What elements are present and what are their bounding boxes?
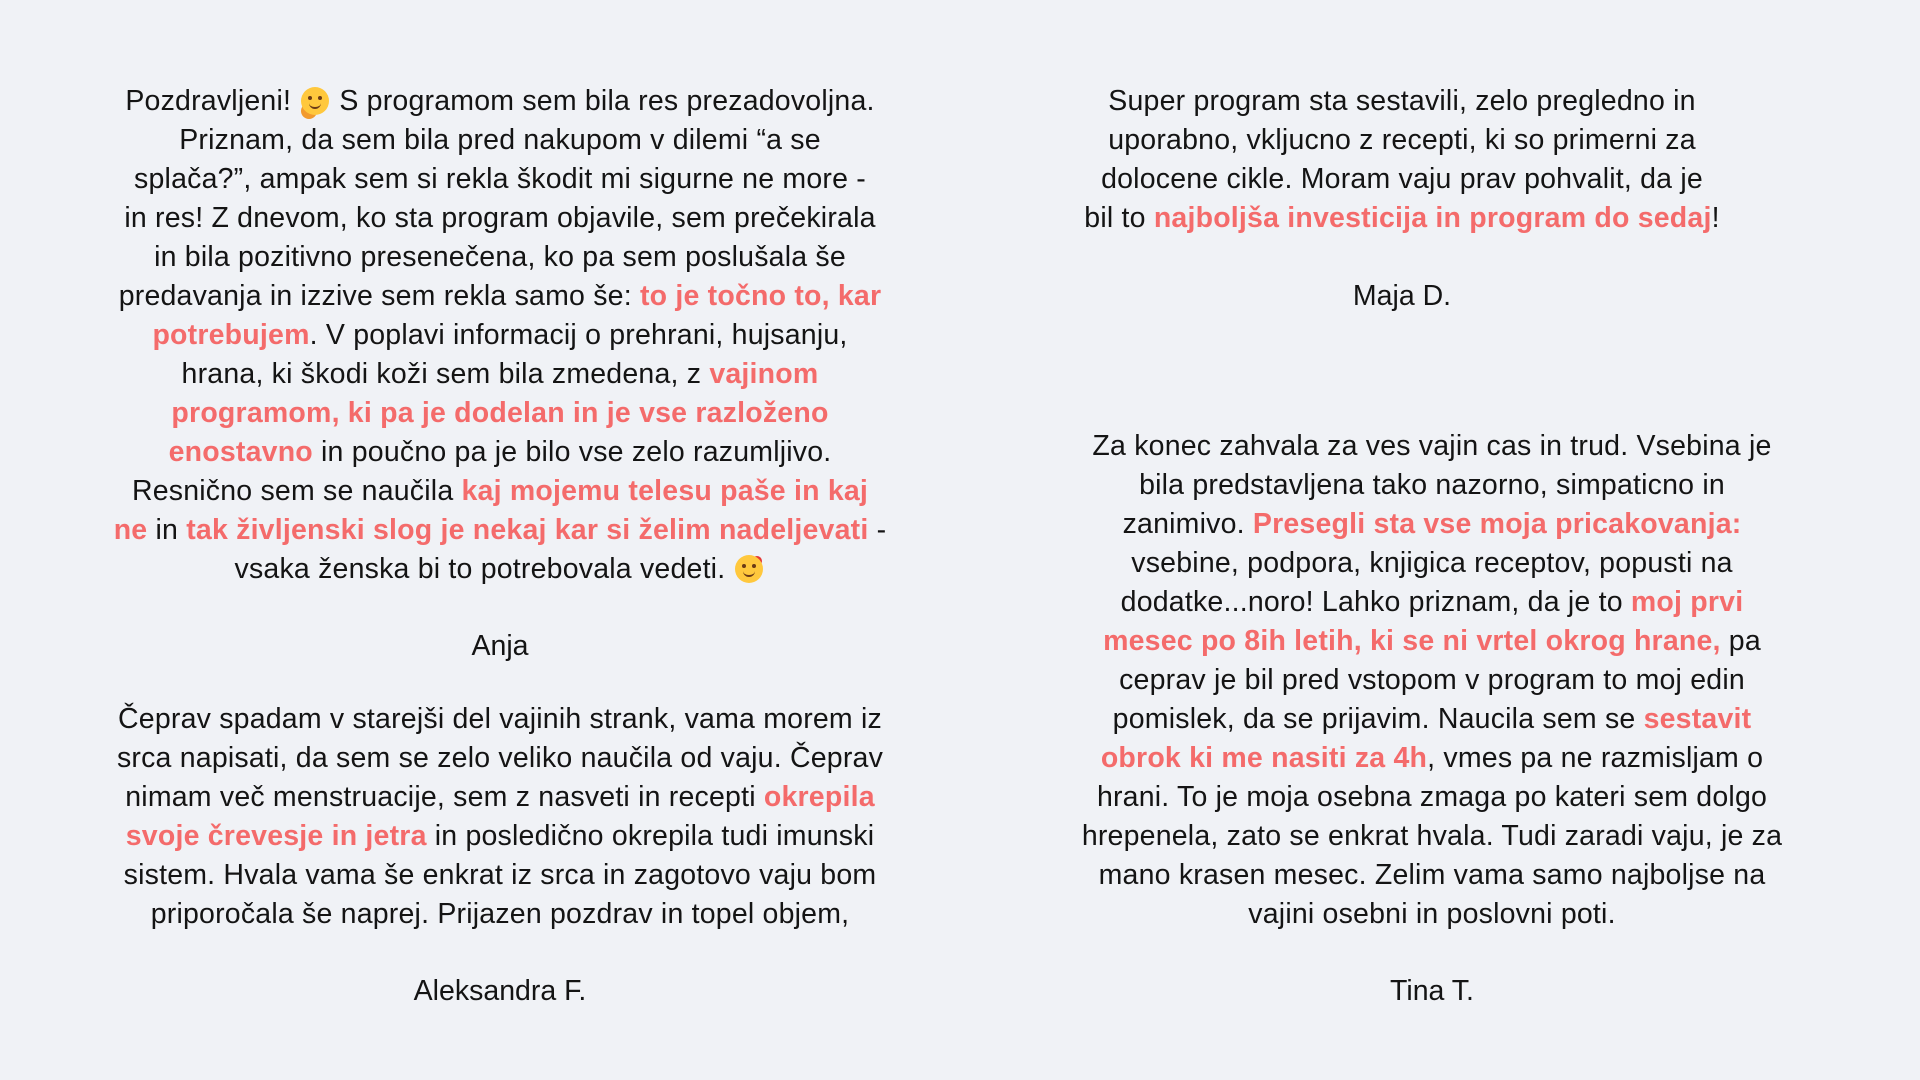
text-segment: in <box>147 514 187 546</box>
text-line <box>50 856 950 895</box>
text-line <box>982 817 1882 856</box>
text-segment: srca napisati, da sem se zelo veliko naučila od vaju. Čeprav <box>116 742 884 774</box>
text-segment: hrana, ki škodi koži sem bila zmedena, z <box>181 358 710 390</box>
testimonial-author-aleksandra: Aleksandra F. <box>413 975 587 1007</box>
text-line <box>982 739 1882 778</box>
text-line <box>952 160 1852 199</box>
text-line <box>50 778 950 817</box>
text-segment: uporabno, vkljucno z recepti, ki so primerni za <box>1108 124 1696 156</box>
highlighted-text: najboljša investicija in program do sedaj <box>1153 202 1712 234</box>
text-line <box>982 544 1882 583</box>
highlighted-text: okrepila <box>763 781 875 813</box>
testimonial-author-maja: Maja D. <box>1352 280 1452 312</box>
highlighted-text: potrebujem <box>152 319 310 351</box>
text-line <box>982 700 1882 739</box>
highlighted-text: vajinom <box>709 358 819 390</box>
text-segment: , vmes pa ne razmisljam o <box>1427 742 1764 774</box>
text-segment: dolocene cikle. Moram vaju prav pohvalit, da je <box>1101 163 1703 195</box>
text-segment: ceprav je bil pred vstopom v program to moj edin <box>1119 664 1745 696</box>
testimonial-author-tina: Tina T. <box>1390 975 1474 1007</box>
text-segment: bila predstavljena tako nazorno, simpaticno in <box>1139 469 1725 501</box>
highlighted-text: programom, ki pa je dodelan in je vse razloženo <box>171 397 829 429</box>
text-segment: ! <box>1711 202 1720 234</box>
text-line <box>50 277 950 316</box>
text-line <box>50 895 950 934</box>
text-segment: in posledično okrepila tudi imunski <box>426 820 875 852</box>
text-line <box>50 511 950 550</box>
text-line <box>50 238 950 277</box>
text-segment: in poučno pa je bilo vse zelo razumljivo. <box>312 436 832 468</box>
text-line <box>50 121 950 160</box>
text-line <box>982 895 1882 934</box>
text-line <box>50 199 950 238</box>
testimonial-anja-text <box>50 82 950 589</box>
text-line <box>50 739 950 778</box>
text-line <box>982 622 1882 661</box>
text-line <box>50 433 950 472</box>
highlighted-text: to je točno to, kar <box>639 280 882 312</box>
highlighted-text: moj prvi <box>1630 586 1744 618</box>
text-segment: hrani. To je moja osebna zmaga po kateri sem dolgo <box>1096 781 1768 813</box>
highlighted-text: mesec po 8ih letih, ki se ni vrtel okrog hrane, <box>1103 625 1721 657</box>
text-segment: dodatke...noro! Lahko priznam, da je to <box>1120 586 1631 618</box>
text-segment: Priznam, da sem bila pred nakupom v dilemi “a se <box>179 124 821 156</box>
highlighted-text: ne <box>113 514 148 546</box>
text-segment: Super program sta sestavili, zelo pregledno in <box>1108 85 1696 117</box>
highlighted-text: obrok ki me nasiti za 4h <box>1100 742 1428 774</box>
text-line <box>982 505 1882 544</box>
text-segment: S programom sem bila res prezadovoljna. <box>331 85 875 117</box>
text-line <box>50 817 950 856</box>
text-segment: splača?”, ampak sem si rekla škodit mi sigurne ne more - <box>134 163 866 195</box>
text-line <box>982 583 1882 622</box>
text-line <box>982 778 1882 817</box>
testimonial-author-anja: Anja <box>471 630 529 662</box>
text-segment: in res! Z dnevom, ko sta program objavile, sem prečekirala <box>124 202 876 234</box>
highlighted-text: kaj mojemu telesu paše in kaj <box>461 475 869 507</box>
text-segment: priporočala še naprej. Prijazen pozdrav in topel objem, <box>150 898 850 930</box>
text-segment: vsebine, podpora, knjigica receptov, popusti na <box>1131 547 1733 579</box>
text-segment: mano krasen mesec. Zelim vama samo najboljse na <box>1098 859 1766 891</box>
text-line <box>982 661 1882 700</box>
text-line <box>982 856 1882 895</box>
text-segment: Čeprav spadam v starejši del vajinih strank, vama morem iz <box>118 703 882 735</box>
text-segment: . V poplavi informacij o prehrani, hujsanju, <box>309 319 848 351</box>
text-segment: - <box>868 514 887 546</box>
text-segment: predavanja in izzive sem rekla samo še: <box>118 280 640 312</box>
text-segment: in bila pozitivno presenečena, ko pa sem poslušala še <box>154 241 846 273</box>
highlighted-text: enostavno <box>168 436 313 468</box>
text-line <box>50 394 950 433</box>
text-line <box>50 472 950 511</box>
text-segment: hrepenela, zato se enkrat hvala. Tudi zaradi vaju, je za <box>1081 820 1783 852</box>
text-line <box>50 700 950 739</box>
testimonial-aleksandra-text <box>50 700 950 934</box>
text-segment: Pozdravljeni! <box>125 85 300 117</box>
hugging-face-icon <box>301 87 329 115</box>
text-line <box>50 355 950 394</box>
text-line <box>952 121 1852 160</box>
text-line <box>982 466 1882 505</box>
highlighted-text: svoje črevesje in jetra <box>125 820 427 852</box>
text-line <box>952 82 1852 121</box>
highlighted-text: tak življenski slog je nekaj kar si želim nadeljevati <box>186 514 869 546</box>
text-segment: vajini osebni in poslovni poti. <box>1248 898 1616 930</box>
testimonial-maja-text <box>952 82 1852 238</box>
highlighted-text: Presegli sta vse moja pricakovanja: <box>1252 508 1742 540</box>
text-line <box>952 199 1852 238</box>
text-segment: pomislek, da se prijavim. Naucila sem se <box>1112 703 1644 735</box>
text-segment: bil to <box>1084 202 1154 234</box>
text-line <box>50 316 950 355</box>
text-segment: nimam več menstruacije, sem z nasveti in recepti <box>125 781 764 813</box>
testimonial-tina-text <box>982 427 1882 934</box>
text-segment: sistem. Hvala vama še enkrat iz srca in zagotovo vaju bom <box>123 859 877 891</box>
text-line <box>50 160 950 199</box>
smiling-face-with-hearts-icon <box>735 555 763 583</box>
text-line <box>50 82 950 121</box>
highlighted-text: sestavit <box>1643 703 1752 735</box>
text-line <box>50 550 950 589</box>
text-segment: vsaka ženska bi to potrebovala vedeti. <box>234 553 734 585</box>
text-segment: Resnično sem se naučila <box>131 475 462 507</box>
text-segment: Za konec zahvala za ves vajin cas in trud. Vsebina je <box>1092 430 1772 462</box>
text-line <box>982 427 1882 466</box>
text-segment: pa <box>1720 625 1761 657</box>
text-segment: zanimivo. <box>1122 508 1253 540</box>
